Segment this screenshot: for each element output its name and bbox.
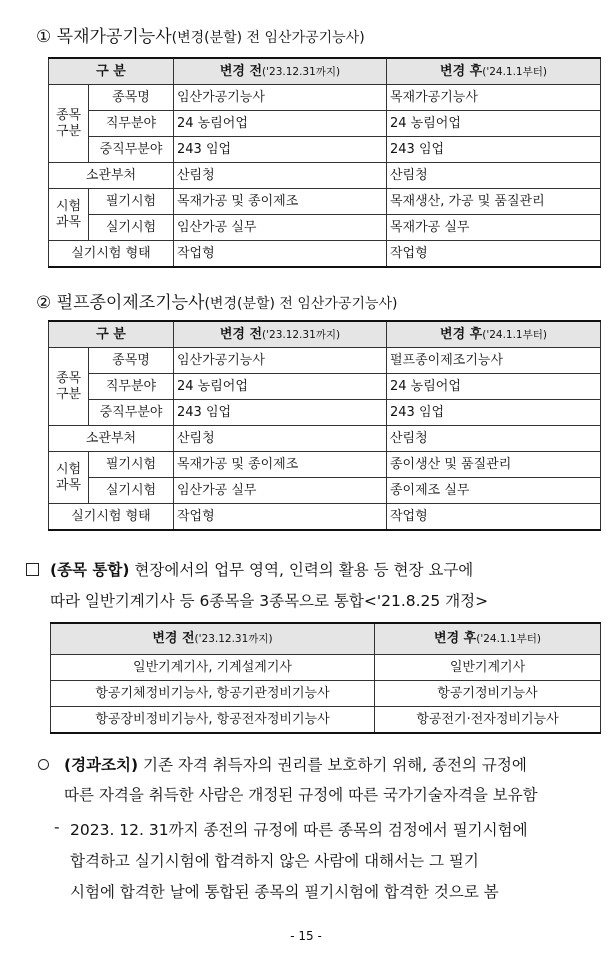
row-label: 중직무분야 [89,137,174,163]
row-label: 필기시험 [89,189,174,215]
group-item-label: 종목 구분 [49,85,89,163]
row-label: 종목명 [89,348,174,374]
cell-after: 일반기계기사 [375,655,601,681]
transition-dash-line1: 2023. 12. 31까지 종전의 규정에 따른 종목의 검정에서 필기시험에 [70,821,528,839]
table-row [49,137,601,163]
transition-dash-line3: 시험에 합격한 날에 통합된 종목의 필기시험에 합격한 것으로 봄 [70,883,499,901]
cell-after: 243 임업 [387,400,601,426]
cell-before: 243 임업 [174,137,387,163]
integration-line1 [50,558,473,580]
cell-after: 목재생산, 가공 및 품질관리 [387,189,601,215]
cell-after: 24 농림어업 [387,111,601,137]
bullet-circle-icon [38,759,49,770]
integration-line2: 따라 일반기계기사 등 6종목을 3종목으로 통합<'21.8.25 개정> [50,592,489,610]
cell-before: 임산가공기능사 [174,85,387,111]
group-exam-label: 시험 과목 [49,452,89,504]
cell-before: 243 임업 [174,400,387,426]
cell-after: 작업형 [387,241,601,268]
table-row [51,681,601,707]
cell-after: 24 농림어업 [387,374,601,400]
row-label: 중직무분야 [89,400,174,426]
checkbox-square-icon [26,563,39,576]
cell-before: 일반기계기사, 기계설계기사 [51,655,375,681]
header-after: 변경 후('24.1.1부터) [375,623,601,655]
table-row [49,374,601,400]
table-row [49,452,601,478]
cell-after: 종이제조 실무 [387,478,601,504]
table-row [49,215,601,241]
cell-before: 24 농림어업 [174,111,387,137]
cell-before: 24 농림어업 [174,374,387,400]
row-label: 종목명 [89,85,174,111]
transition-dash-line2: 합격하고 실기시험에 합격하지 않은 사람에 대해서는 그 필기 [70,852,479,870]
table-row [49,400,601,426]
cell-before: 목재가공 및 종이제조 [174,452,387,478]
cell-after: 항공전기·전자정비기능사 [375,707,601,734]
cell-after: 항공기정비기능사 [375,681,601,707]
cell-before: 항공장비정비기능사, 항공전자정비기능사 [51,707,375,734]
cell-before: 산림청 [174,426,387,452]
table-header-row [49,321,601,348]
group-item-label: 종목 구분 [49,348,89,426]
section2-marker: ② [36,293,52,313]
section2-table [48,320,601,531]
table-row [51,707,601,734]
table-row [49,478,601,504]
cell-before: 목재가공 및 종이제조 [174,189,387,215]
section1-title [36,22,365,47]
section2-name: 펄프종이제조기능사 [56,293,205,313]
group-exam-label: 시험 과목 [49,189,89,241]
table-header-row [51,623,601,655]
cell-after: 종이생산 및 품질관리 [387,452,601,478]
section1-name: 목재가공기능사 [56,27,172,47]
transition-heading: (경과조치) [64,756,139,774]
table-row [49,189,601,215]
header-division: 구 분 [49,58,174,85]
header-after: 변경 후('24.1.1부터) [387,58,601,85]
integration-text1: 현장에서의 업무 영역, 인력의 활용 등 현장 요구에 [129,561,474,579]
header-after: 변경 후('24.1.1부터) [387,321,601,348]
row-label: 실기시험 [89,478,174,504]
row-label: 실기시험 형태 [49,504,174,531]
page-number: - 15 - [290,929,322,943]
cell-before: 항공기체정비기능사, 항공기관정비기능사 [51,681,375,707]
cell-after: 목재가공 실무 [387,215,601,241]
cell-after: 펄프종이제조기능사 [387,348,601,374]
table-row [49,504,601,531]
transition-line2: 따른 자격을 취득한 사람은 개정된 규정에 따른 국가기술자격을 보유함 [64,786,538,804]
row-label: 소관부처 [49,426,174,452]
cell-after: 작업형 [387,504,601,531]
section2-title [36,288,398,313]
cell-after: 243 임업 [387,137,601,163]
dash-marker: - [54,818,60,836]
transition-text1: 기존 자격 취득자의 권리를 보호하기 위해, 종전의 규정에 [138,756,527,774]
row-label: 필기시험 [89,452,174,478]
row-label: 직무분야 [89,374,174,400]
cell-before: 임산가공 실무 [174,215,387,241]
cell-after: 산림청 [387,426,601,452]
integration-table [50,622,601,734]
cell-before: 작업형 [174,241,387,268]
header-before: 변경 전('23.12.31까지) [174,58,387,85]
cell-before: 임산가공 실무 [174,478,387,504]
table-row [49,241,601,268]
section2-subtitle: (변경(분할) 전 임산가공기능사) [204,296,398,312]
cell-before: 산림청 [174,163,387,189]
table-row [49,111,601,137]
cell-before: 작업형 [174,504,387,531]
row-label: 실기시험 [89,215,174,241]
row-label: 직무분야 [89,111,174,137]
header-before: 변경 전('23.12.31까지) [174,321,387,348]
row-label: 소관부처 [49,163,174,189]
table-header-row [49,58,601,85]
row-label: 실기시험 형태 [49,241,174,268]
section1-marker: ① [36,27,52,47]
cell-after: 산림청 [387,163,601,189]
table-row [49,85,601,111]
table-row [49,163,601,189]
transition-line1 [64,753,527,775]
cell-after: 목재가공기능사 [387,85,601,111]
table-row [49,348,601,374]
table-row [51,655,601,681]
integration-heading: (종목 통합) [50,561,130,579]
section1-table [48,57,601,268]
header-before: 변경 전('23.12.31까지) [51,623,375,655]
table-row [49,426,601,452]
section1-subtitle: (변경(분할) 전 임산가공기능사) [171,30,365,46]
cell-before: 임산가공기능사 [174,348,387,374]
header-division: 구 분 [49,321,174,348]
